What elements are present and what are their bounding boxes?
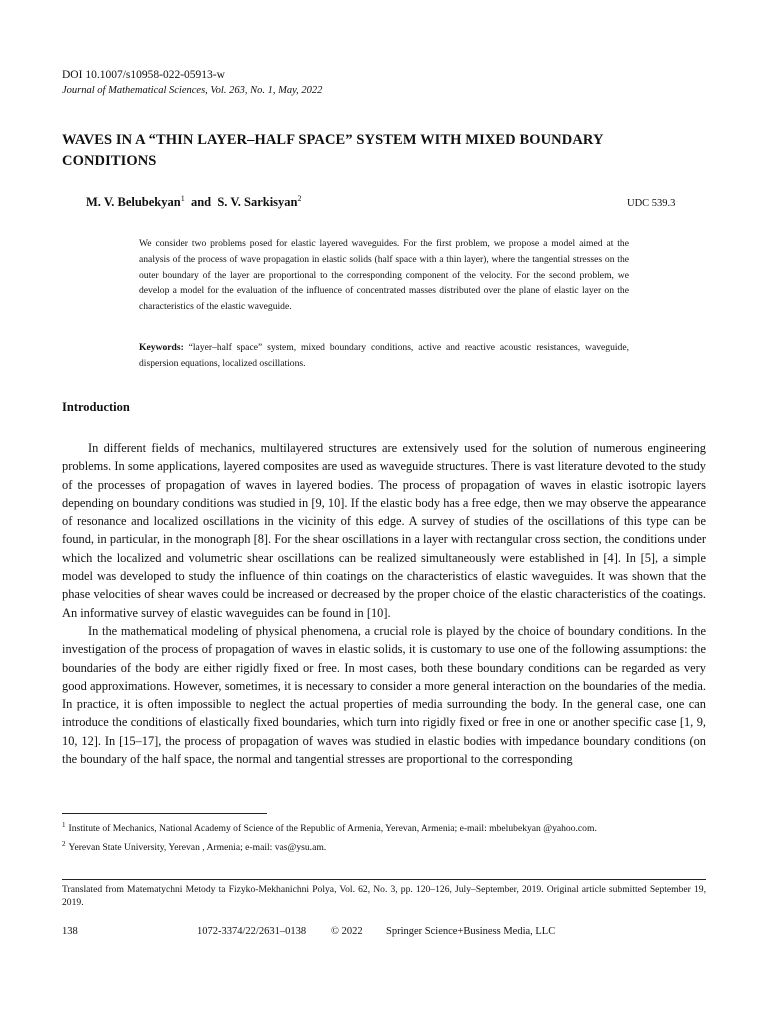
footnote-2-text: Yerevan State University, Yerevan , Armenia; e-mail: vas@ysu.am. (68, 841, 327, 853)
keywords (139, 340, 629, 372)
footnotes (62, 818, 706, 856)
paper-title: WAVES IN A “THIN LAYER–HALF SPACE” SYSTEM WITH MIXED BOUNDARY CONDITIONS (62, 132, 603, 169)
footnote-1-text: Institute of Mechanics, National Academy of Science of the Republic of Armenia, Yerevan, Armenia; e-mail: mbelubekyan @yahoo.com. (68, 823, 597, 834)
issn-code: 1072-3374/22/2631–0138 (197, 926, 307, 937)
body-paragraph-2: In the mathematical modeling of physical phenomena, a crucial role is played by the choice of boundary conditions. In the investigation of the process of propagation of waves in elastic solids, it is customary to use one of the following assumptions: the boundaries of the body are either rigidly fixed or free. In most cases, both these boundary conditions can be regarded as very good approximations. However, sometimes, it is necessary to consider a more general interaction on the boundaries of the media. In practice, it is often impossible to neglect the actual properties of media surrounding the body. In the general case, one can introduce the conditions of elastically fixed boundaries, which turn into rigidly fixed or free in one or another specific case [1, 9, 10, 12]. In [15–17], the process of propagation of waves was studied in elastic bodies with impedance boundary conditions (on the boundary of the half space, the normal and tangential stresses are proportional to the corresponding (62, 623, 706, 767)
copyright: © 2022 (331, 926, 363, 937)
journal-citation: Journal of Mathematical Sciences, Vol. 263, No. 1, May, 2022 (62, 85, 323, 96)
footnote-1-mark: 1 (62, 821, 66, 829)
author-conjunction: and (190, 195, 212, 209)
footnote-2 (62, 837, 706, 856)
udc-code: UDC 539.3 (627, 198, 676, 209)
author-line (86, 194, 302, 210)
author-1-affiliation-mark: 1 (180, 194, 185, 203)
author-1: M. V. Belubekyan (86, 195, 181, 209)
author-2-affiliation-mark: 2 (297, 194, 302, 203)
footnote-1 (62, 818, 706, 837)
body-text (62, 439, 706, 768)
keywords-text: “layer–half space” system, mixed boundary conditions, active and reactive acoustic resistances, waveguide, dispersion equations, localized oscillations. (139, 342, 629, 369)
author-2: S. V. Sarkisyan (217, 195, 298, 209)
translation-note: Translated from Matematychni Metody ta Fizyko-Mekhanichni Polya, Vol. 62, No. 3, pp. 120–126, July–September, 2019. Original article submitted September 19, 2019. (62, 884, 706, 909)
section-heading-introduction: Introduction (62, 400, 130, 414)
abstract: We consider two problems posed for elastic layered waveguides. For the first problem, we propose a model aimed at the analysis of the process of wave propagation in elastic solids (half space with a thin layer), where the tangential stresses on the outer boundary of the layer are proportional to the corresponding component of the velocity. For the second problem, we develop a model for the evaluation of the influence of concentrated masses distributed over the plane of elastic layer on the characteristics of the elastic waveguide. (139, 238, 629, 313)
page-number: 138 (62, 926, 78, 937)
publisher: Springer Science+Business Media, LLC (386, 926, 556, 937)
footnote-2-mark: 2 (62, 839, 66, 848)
doi-line: DOI 10.1007/s10958-022-05913-w (62, 69, 225, 81)
translation-divider (62, 879, 706, 880)
keywords-label: Keywords: (139, 342, 184, 353)
footnote-divider (62, 813, 267, 814)
body-paragraph-1: In different fields of mechanics, multilayered structures are extensively used for the solution of numerous engineering problems. In some applications, layered composites are used as waveguide structures. There is vast literature devoted to the study of the processes of propagation of waves in layered bodies. The process of propagation of waves in elastic isotropic layers depending on boundary conditions was studied in [9, 10]. If the elastic body has a free edge, then we may observe the appearance of resonance and localized oscillations in the vicinity of this edge. A survey of studies of the oscillations of this type can be found, in particular, in the monograph [8]. For the shear oscillations in a layer with rectangular cross section, the conditions under which the localized and volumetric shear oscillations can be realized simultaneously were established in [4]. In [5], a simple model was developed to study the influence of thin coatings on the characteristics of elastic waveguides. It was shown that the phase velocities of shear waves could be increased or decreased by the proper choice of the elastic characteristics of the coatings. An informative survey of elastic waveguides can be found in [10]. (62, 441, 706, 620)
